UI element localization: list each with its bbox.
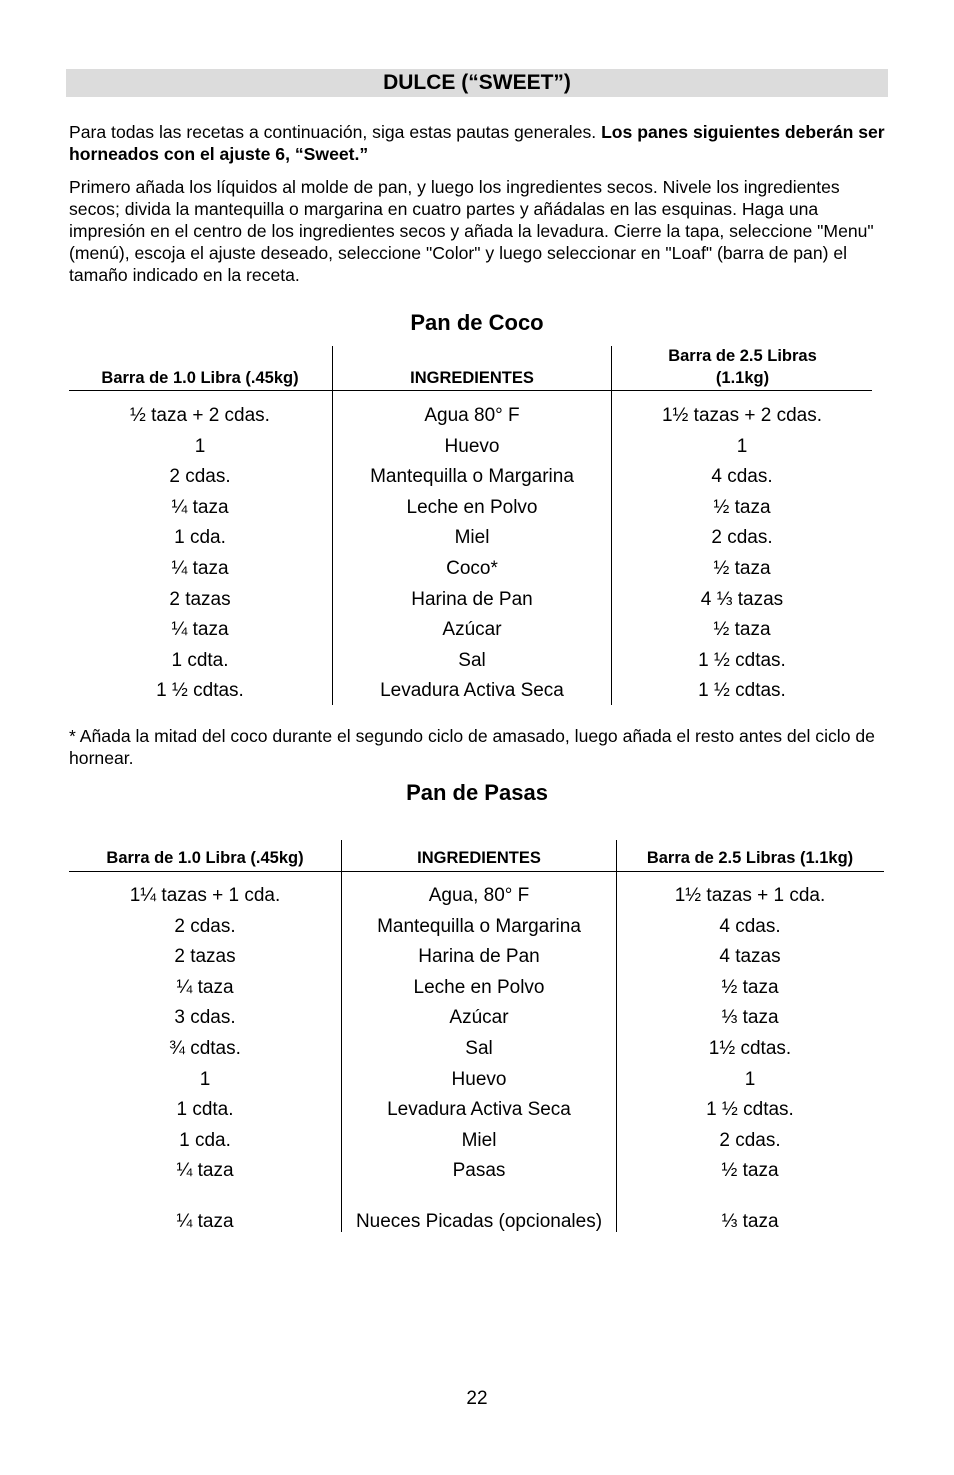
coco-large-amount: 4 ⅓ tazas bbox=[700, 588, 784, 610]
coco-small-amount: 1 cda. bbox=[174, 527, 226, 549]
pasas-small-column bbox=[70, 881, 340, 1233]
pasas-ingredient: Nueces Picadas (opcionales) bbox=[355, 1210, 603, 1232]
coco-ingredient: Huevo bbox=[444, 435, 500, 457]
coco-small-amount: 1 cdta. bbox=[171, 649, 229, 671]
pasas-ingredient: Pasas bbox=[452, 1160, 506, 1182]
coco-ingredient: Sal bbox=[458, 649, 486, 671]
coco-header-large: Barra de 2.5 Libras (1.1kg) bbox=[668, 347, 817, 387]
pasas-large-amount: 4 tazas bbox=[719, 946, 781, 968]
pasas-large-amount: 1½ cdtas. bbox=[708, 1037, 792, 1059]
coco-small-amount: 1 ½ cdtas. bbox=[156, 680, 244, 702]
pasas-large-amount: ⅓ taza bbox=[721, 1007, 779, 1029]
pasas-small-amount: ¼ taza bbox=[176, 976, 234, 998]
coco-small-amount: 1 bbox=[194, 435, 206, 457]
pasas-small-amount: ¼ taza bbox=[176, 1160, 234, 1182]
pasas-header-ingredients: INGREDIENTES bbox=[417, 849, 541, 867]
coco-large-amount: 1½ tazas + 2 cdas. bbox=[661, 405, 822, 426]
coco-large-amount: ½ taza bbox=[713, 619, 771, 641]
pasas-large-amount: 1½ tazas + 1 cda. bbox=[674, 885, 826, 906]
pasas-ingredient: Agua, 80° F bbox=[428, 885, 530, 906]
coco-footnote: * Añada la mitad del coco durante el segundo ciclo de amasado, luego añada el resto antes del ciclo de hornear. bbox=[69, 726, 875, 768]
pasas-small-amount: 2 tazas bbox=[174, 946, 236, 968]
coco-large-column bbox=[613, 401, 871, 707]
coco-large-amount: 1 ½ cdtas. bbox=[698, 649, 786, 671]
pasas-small-amount: 1 cda. bbox=[179, 1129, 231, 1151]
pasas-large-amount: 1 bbox=[744, 1068, 756, 1090]
coco-header-rule bbox=[69, 390, 872, 391]
pasas-small-amount: ¼ taza bbox=[176, 1210, 234, 1232]
section-title: DULCE (“SWEET”) bbox=[66, 69, 888, 97]
pasas-large-amount: 2 cdas. bbox=[719, 1129, 781, 1151]
pasas-large-amount: ½ taza bbox=[721, 1160, 779, 1182]
pasas-ingredient: Sal bbox=[465, 1037, 493, 1059]
coco-header-ingredients: INGREDIENTES bbox=[410, 369, 534, 387]
pasas-ingredient: Huevo bbox=[451, 1068, 507, 1090]
pasas-ingredients-column bbox=[343, 881, 615, 1233]
coco-small-amount: ¼ taza bbox=[171, 496, 229, 518]
coco-ingredient: Coco* bbox=[446, 557, 498, 579]
pasas-ingredient: Harina de Pan bbox=[418, 946, 540, 968]
pasas-header-small: Barra de 1.0 Libra (.45kg) bbox=[106, 849, 304, 867]
coco-ingredients-column bbox=[334, 401, 610, 707]
coco-ingredient: Harina de Pan bbox=[411, 588, 533, 610]
coco-header-small: Barra de 1.0 Libra (.45kg) bbox=[101, 369, 299, 387]
coco-large-amount: ½ taza bbox=[713, 496, 771, 518]
coco-large-amount: 1 ½ cdtas. bbox=[698, 680, 786, 702]
pasas-small-amount: 1 cdta. bbox=[176, 1099, 234, 1121]
pasas-header-rule bbox=[69, 871, 884, 872]
pasas-small-amount: 1¼ tazas + 1 cda. bbox=[129, 885, 281, 906]
pasas-column-divider-1 bbox=[341, 840, 342, 1232]
coco-recipe-title: Pan de Coco bbox=[410, 310, 544, 335]
intro-normal-text: Para todas las recetas a continuación, siga estas pautas generales. bbox=[69, 122, 602, 142]
intro-paragraph-1 bbox=[69, 121, 887, 165]
coco-large-amount: 1 bbox=[736, 435, 748, 457]
coco-small-amount: 2 cdas. bbox=[169, 466, 231, 488]
pasas-header-large: Barra de 2.5 Libras (1.1kg) bbox=[646, 849, 854, 867]
pasas-ingredient: Azúcar bbox=[449, 1007, 509, 1029]
coco-large-amount: 2 cdas. bbox=[711, 527, 773, 549]
coco-ingredient: Leche en Polvo bbox=[406, 496, 538, 518]
coco-large-amount: ½ taza bbox=[713, 557, 771, 579]
pasas-ingredient: Levadura Activa Seca bbox=[387, 1099, 571, 1121]
coco-ingredient: Miel bbox=[454, 527, 490, 549]
coco-small-amount: ¼ taza bbox=[171, 619, 229, 641]
intro-bold-text: Los panes siguientes deberán ser horneados con el ajuste 6, “Sweet.” bbox=[69, 122, 885, 164]
pasas-large-amount: ½ taza bbox=[721, 976, 779, 998]
coco-ingredient: Agua 80° F bbox=[424, 405, 520, 426]
coco-small-amount: ¼ taza bbox=[171, 557, 229, 579]
pasas-large-amount: 4 cdas. bbox=[719, 915, 781, 937]
page-number: 22 bbox=[466, 1388, 488, 1409]
pasas-ingredient: Leche en Polvo bbox=[413, 976, 545, 998]
pasas-recipe-title: Pan de Pasas bbox=[406, 780, 548, 805]
coco-ingredient: Azúcar bbox=[442, 619, 502, 641]
pasas-ingredient: Miel bbox=[461, 1129, 497, 1151]
coco-small-amount: ½ taza + 2 cdas. bbox=[130, 405, 270, 426]
coco-ingredient: Levadura Activa Seca bbox=[380, 680, 564, 702]
pasas-small-amount: 3 cdas. bbox=[174, 1007, 236, 1029]
coco-column-divider-1 bbox=[332, 346, 333, 705]
coco-ingredient: Mantequilla o Margarina bbox=[370, 466, 574, 488]
pasas-small-amount: 2 cdas. bbox=[174, 915, 236, 937]
pasas-large-column bbox=[617, 881, 883, 1233]
pasas-small-amount: ¾ cdtas. bbox=[169, 1037, 241, 1059]
pasas-large-amount: 1 ½ cdtas. bbox=[706, 1099, 794, 1121]
coco-small-amount: 2 tazas bbox=[169, 588, 231, 610]
pasas-small-amount: 1 bbox=[199, 1068, 211, 1090]
coco-column-divider-2 bbox=[611, 346, 612, 705]
pasas-ingredient: Mantequilla o Margarina bbox=[377, 915, 581, 937]
intro-paragraph-2: Primero añada los líquidos al molde de pan, y luego los ingredientes secos. Nivele los ingredientes secos; divida la mantequilla o margarina en cuatro partes y añádalas en las esquinas. Haga una impresión en el centro de los ingredientes secos y añada la levadura. Cierre la tapa, seleccione "Menu" (menú), escoja el ajuste deseado, seleccione "Color" y luego seleccionar en "Loaf" (barra de pan) el tamaño indicado en la receta. bbox=[69, 177, 874, 285]
coco-small-column bbox=[70, 401, 330, 707]
coco-large-amount: 4 cdas. bbox=[711, 466, 773, 488]
pasas-large-amount: ⅓ taza bbox=[721, 1210, 779, 1232]
